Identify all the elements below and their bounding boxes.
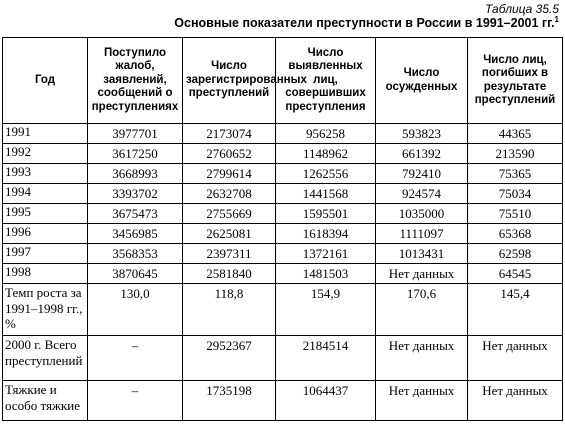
year-cell: 1993 xyxy=(3,164,88,184)
table-caption: Таблица 35.5 xyxy=(484,2,559,16)
killed-cell: 75510 xyxy=(468,204,563,224)
identified-persons-cell: 1064437 xyxy=(276,381,376,421)
header-killed: Число лиц, погибших в результате преступлений xyxy=(468,38,563,124)
identified-persons-cell: 1372161 xyxy=(276,244,376,264)
registered-crimes-cell: 2173074 xyxy=(183,124,276,144)
year-cell: 1992 xyxy=(3,144,88,164)
complaints-cell: 130,0 xyxy=(88,284,183,336)
table-row xyxy=(3,204,563,224)
registered-crimes-cell: 2625081 xyxy=(183,224,276,244)
table-row xyxy=(3,381,563,421)
crime-statistics-table xyxy=(2,37,563,421)
registered-crimes-cell: 2632708 xyxy=(183,184,276,204)
complaints-cell: 3456985 xyxy=(88,224,183,244)
identified-persons-cell: 1618394 xyxy=(276,224,376,244)
convicted-cell: 593823 xyxy=(376,124,468,144)
year-cell: 1991 xyxy=(3,124,88,144)
killed-cell: 65368 xyxy=(468,224,563,244)
identified-persons-cell: 1148962 xyxy=(276,144,376,164)
identified-persons-cell: 2184514 xyxy=(276,336,376,381)
convicted-cell: Нет данных xyxy=(376,336,468,381)
header-identified-persons: Число выявленных лиц, совершивших преступления xyxy=(276,38,376,124)
year-cell: 1995 xyxy=(3,204,88,224)
complaints-cell: 3977701 xyxy=(88,124,183,144)
identified-persons-cell: 154,9 xyxy=(276,284,376,336)
table-row xyxy=(3,124,563,144)
convicted-cell: 661392 xyxy=(376,144,468,164)
registered-crimes-cell: 2799614 xyxy=(183,164,276,184)
registered-crimes-cell: 2952367 xyxy=(183,336,276,381)
footnote-marker: 1 xyxy=(554,15,559,24)
header-registered-crimes: Число зарегистрированных преступлений xyxy=(183,38,276,124)
complaints-cell: 3568353 xyxy=(88,244,183,264)
killed-cell: 145,4 xyxy=(468,284,563,336)
table-title xyxy=(174,15,559,30)
year-cell: 1998 xyxy=(3,264,88,284)
registered-crimes-cell: 2755669 xyxy=(183,204,276,224)
convicted-cell: 1035000 xyxy=(376,204,468,224)
complaints-cell: 3675473 xyxy=(88,204,183,224)
registered-crimes-cell: 2397311 xyxy=(183,244,276,264)
complaints-cell: 3870645 xyxy=(88,264,183,284)
killed-cell: 64545 xyxy=(468,264,563,284)
table-row xyxy=(3,184,563,204)
convicted-cell: 792410 xyxy=(376,164,468,184)
table-row xyxy=(3,144,563,164)
table-row xyxy=(3,164,563,184)
convicted-cell: Нет данных xyxy=(376,264,468,284)
killed-cell: 44365 xyxy=(468,124,563,144)
complaints-cell: 3393702 xyxy=(88,184,183,204)
identified-persons-cell: 1441568 xyxy=(276,184,376,204)
identified-persons-cell: 956258 xyxy=(276,124,376,144)
registered-crimes-cell: 1735198 xyxy=(183,381,276,421)
identified-persons-cell: 1595501 xyxy=(276,204,376,224)
table-row xyxy=(3,224,563,244)
registered-crimes-cell: 2581840 xyxy=(183,264,276,284)
convicted-cell: Нет данных xyxy=(376,381,468,421)
year-cell: Тяжкие и особо тяжкие xyxy=(3,381,88,421)
year-cell: 2000 г. Всего преступлений xyxy=(3,336,88,381)
killed-cell: 62598 xyxy=(468,244,563,264)
identified-persons-cell: 1262556 xyxy=(276,164,376,184)
identified-persons-cell: 1481503 xyxy=(276,264,376,284)
table-row xyxy=(3,244,563,264)
table-row xyxy=(3,264,563,284)
convicted-cell: 1111097 xyxy=(376,224,468,244)
complaints-cell: – xyxy=(88,381,183,421)
convicted-cell: 170,6 xyxy=(376,284,468,336)
year-cell: 1994 xyxy=(3,184,88,204)
year-cell: 1996 xyxy=(3,224,88,244)
complaints-cell: 3617250 xyxy=(88,144,183,164)
convicted-cell: 1013431 xyxy=(376,244,468,264)
header-convicted: Число осужденных xyxy=(376,38,468,124)
table-row xyxy=(3,284,563,336)
year-cell: 1997 xyxy=(3,244,88,264)
killed-cell: 213590 xyxy=(468,144,563,164)
header-row xyxy=(3,38,563,124)
complaints-cell: 3668993 xyxy=(88,164,183,184)
year-cell: Темп роста за 1991–1998 гг., % xyxy=(3,284,88,336)
registered-crimes-cell: 118,8 xyxy=(183,284,276,336)
killed-cell: 75365 xyxy=(468,164,563,184)
header-complaints: Поступило жалоб, заявлений, сообщений о преступлениях xyxy=(88,38,183,124)
killed-cell: Нет данных xyxy=(468,381,563,421)
convicted-cell: 924574 xyxy=(376,184,468,204)
killed-cell: 75034 xyxy=(468,184,563,204)
complaints-cell: – xyxy=(88,336,183,381)
table-row xyxy=(3,336,563,381)
registered-crimes-cell: 2760652 xyxy=(183,144,276,164)
table-title-text: Основные показатели преступности в России в 1991–2001 гг. xyxy=(174,16,555,31)
header-year: Год xyxy=(3,38,88,124)
killed-cell: Нет данных xyxy=(468,336,563,381)
